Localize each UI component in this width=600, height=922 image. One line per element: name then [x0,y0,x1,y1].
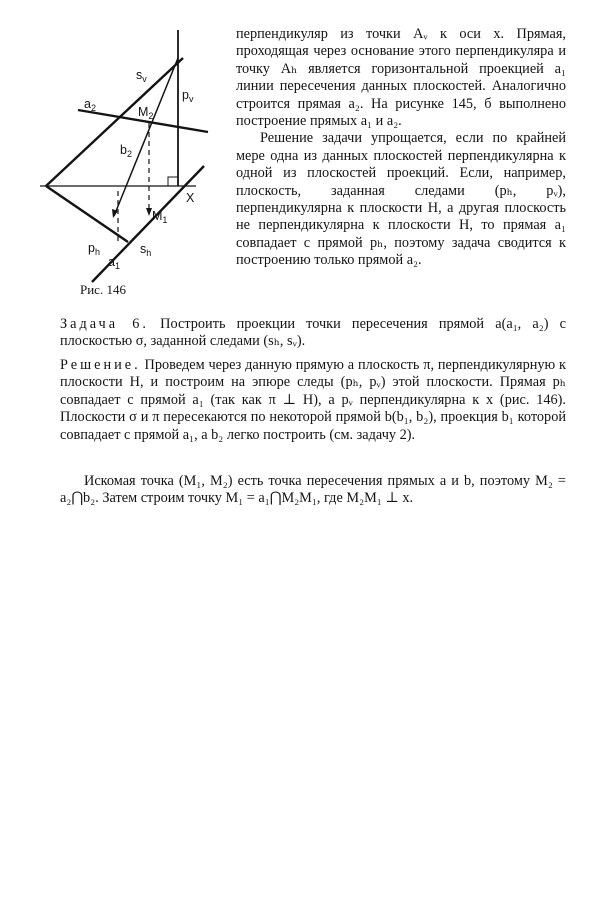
label-a2: $a_2$ [84,97,96,113]
right-column-text [236,26,566,270]
figure-146 [36,26,232,290]
label-M1: $M_1$ [152,209,168,225]
label-pv: $p_v$ [182,88,194,104]
label-sv: $s_v$ [136,68,147,84]
paragraph-simplification: Решение задачи упрощается, если по крайней мере одна из данных плоскостей перпендикулярна к одной из плоскостей проекций. Если, например, плоскость, заданная следами (pₕ, pᵥ), перпендикулярна к плоскости H, а другая плоскость не перпендикулярна к плоскости H, то прямая a₁ совпадает с прямой pₕ, поэтому задача сводится к построению только прямой a₂. [236,130,566,269]
task-6-block [60,316,566,351]
label-x: X [186,191,195,205]
solution-block [60,357,566,444]
arrow-b2 [112,209,118,218]
solution-label: Решение. [60,357,141,373]
label-M2: $M_2$ [138,105,154,121]
right-angle-mark [168,177,178,186]
label-b2: $b_2$ [120,143,132,159]
paragraph-construction: перпендикуляр из точки Aᵥ к оси x. Прямая, проходящая через основание этого перпендикуляра и точку Aₕ является горизонтальной проекцией a₁ линии пересечения данных плоскостей. Аналогично строится прямая a₂. На рисунке 145, б выполнено построение прямых a₁ и a₂. [236,26,566,130]
figure-caption: Рис. 146 [80,282,126,297]
conclusion-block [60,473,566,508]
solution-text: Проведем через данную прямую a плоскость π, перпендикулярную к плоскости H, и построим на эпюре следы (pₕ, pᵥ) этой плоскости. Прямая pₕ совпадает с прямой a₁ (так как π ⊥ H), а pᵥ перпендикулярна к x (рис. 146). Плоскости σ и π пересекаются по некоторой прямой b(b₁, b₂), проекция b₁ которой совпадает с прямой a₁, а b₂ легко построить (см. задачу 2). [60,357,566,443]
trace-sv [46,58,183,186]
task-text: Построить проекции точки пересечения прямой a(a₁, a₂) с плоскостью σ, заданной следами (sₕ, sᵥ). [60,316,567,350]
label-ph: $p_h$ [88,241,100,257]
conclusion-text: Искомая точка (M₁, M₂) есть точка пересечения прямых a и b, поэтому M₂ = a₂⋂b₂. Затем строим точку M₁ = a₁⋂M₂M₁, где M₂M₁ ⊥ x. [60,473,566,507]
label-a1: $a_1$ [108,255,120,271]
task-label: Задача 6. [60,316,149,332]
figure-146-drawing [36,26,232,290]
label-sh: $s_h$ [140,242,152,258]
